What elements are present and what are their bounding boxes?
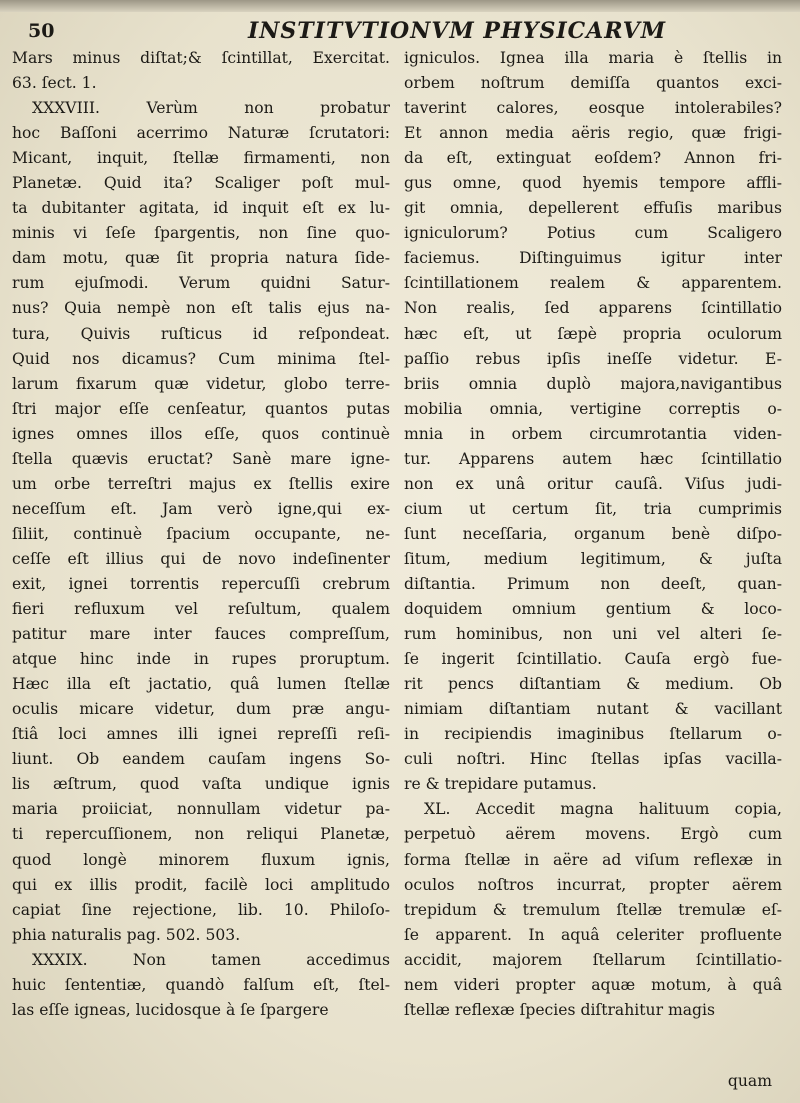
- text-line: maria proiiciat, nonnullam videtur pa-: [12, 800, 390, 819]
- text-line: minis vi ſeſe ſpargentis, non ſine quo-: [12, 224, 390, 243]
- text-line: XL. Accedit magna halituum copia,: [424, 800, 782, 819]
- text-line: larum fixarum quæ videtur, globo terre-: [12, 374, 390, 393]
- text-line: ta dubitanter agitata, id inquit eſt ex lu-: [12, 199, 390, 218]
- text-line: faciemus. Diſtinguimus igitur inter: [404, 249, 782, 268]
- text-line: in recipiendis imaginibus ſtellarum o-: [404, 725, 782, 744]
- text-line: atque hinc inde in rupes proruptum.: [12, 650, 390, 669]
- text-line: igniculorum? Potius cum Scaligero: [404, 224, 782, 243]
- text-line: nimiam diſtantiam nutant & vacillant: [404, 700, 782, 719]
- text-line: quod longè minorem fluxum ignis,: [12, 850, 390, 869]
- text-line: hoc Baſſoni acerrimo Naturæ ſcrutatori:: [12, 124, 390, 143]
- text-line: 63. ſect. 1.: [12, 74, 97, 93]
- text-line: liunt. Ob eandem cauſam ingens So-: [12, 750, 390, 769]
- text-line: oculos noſtros incurrat, propter aërem: [404, 875, 782, 894]
- text-line: ſitum, medium legitimum, & juſta: [404, 549, 782, 568]
- left-text-column: [12, 46, 390, 1023]
- text-line: qui ex illis prodit, facilè loci amplitudo: [12, 875, 390, 894]
- text-line: Non realis, ſed apparens ſcintillatio: [404, 299, 782, 318]
- text-line: capiat ſine rejectione, lib. 10. Philoſo-: [12, 900, 390, 919]
- text-line: ſtella quævis eructat? Sanè mare igne-: [12, 449, 390, 468]
- text-line: mnia in orbem circumrotantia viden-: [404, 424, 782, 443]
- text-line: Et annon media aëris regio, quæ frigi-: [404, 124, 782, 143]
- text-line: Planetæ. Quid ita? Scaliger poſt mul-: [12, 174, 390, 193]
- text-line: tur. Apparens autem hæc ſcintillatio: [404, 449, 782, 468]
- text-line: briis omnia duplò majora,navigantibus: [404, 374, 782, 393]
- text-line: ſtiâ loci amnes illi ignei repreſſi reſi-: [12, 725, 390, 744]
- text-line: las eſſe igneas, lucidosque à ſe ſpargere: [12, 1000, 329, 1019]
- text-line: paſſio rebus ipſis ineſſe videtur. E-: [404, 349, 782, 368]
- text-line: ſtri major eſſe cenſeatur, quantos putas: [12, 399, 390, 418]
- text-line: non ex unâ oritur cauſâ. Viſus judi-: [404, 474, 782, 493]
- text-line: ſunt neceſſaria, organum benè diſpo-: [404, 524, 782, 543]
- text-line: oculis micare videtur, dum præ angu-: [12, 700, 390, 719]
- text-line: ſcintillationem realem & apparentem.: [404, 274, 782, 293]
- right-text-column: [404, 46, 782, 1023]
- text-line: um orbe terreſtri majus ex ſtellis exire: [12, 474, 390, 493]
- text-line: Hæc illa eſt jactatio, quâ lumen ſtellæ: [12, 675, 390, 694]
- text-line: trepidum & tremulum ſtellæ tremulæ eſ-: [404, 900, 782, 919]
- page-header: [20, 14, 784, 44]
- text-line: nem videri propter aquæ motum, à quâ: [404, 975, 782, 994]
- text-line: perpetuò aërem movens. Ergò cum: [404, 825, 782, 844]
- text-line: ſe apparent. In aquâ celeriter profluente: [404, 925, 782, 944]
- text-line: Mars minus diſtat;& ſcintillat, Exercitat.: [12, 49, 390, 67]
- text-line: Micant, inquit, ſtellæ firmamenti, non: [12, 149, 390, 168]
- text-line: fieri refluxum vel reſultum, qualem: [12, 600, 390, 619]
- text-line: phia naturalis pag. 502. 503.: [12, 925, 241, 944]
- text-line: taverint calores, eosque intolerabiles?: [404, 99, 782, 118]
- text-line: mobilia omnia, vertigine correptis o-: [404, 399, 782, 418]
- text-line: huic ſententiæ, quandò falſum eſt, ſtel-: [12, 975, 390, 994]
- text-line: nus? Quia nempè non eſt talis ejus na-: [12, 299, 390, 318]
- text-line: orbem noſtrum demiſſa quantos exci-: [404, 74, 782, 93]
- text-line: ſiliit, continuè ſpacium occupante, ne-: [12, 524, 390, 543]
- text-line: diſtantia. Primum non deeſt, quan-: [404, 574, 782, 593]
- text-line: rum ejuſmodi. Verum quidni Satur-: [12, 274, 390, 293]
- text-line: XXXIX. Non tamen accedimus: [32, 950, 390, 969]
- text-line: XXXVIII. Verùm non probatur: [32, 99, 390, 118]
- text-line: igniculos. Ignea illa maria è ſtellis in: [404, 49, 782, 67]
- text-line: lis æſtrum, quod vaſta undique ignis: [12, 775, 390, 794]
- text-line: exit, ignei torrentis repercuſſi crebrum: [12, 574, 390, 593]
- text-line: ignes omnes illos eſſe, quos continuè: [12, 424, 390, 443]
- text-line: da eſt, extinguat eoſdem? Annon fri-: [404, 149, 782, 168]
- text-line: ſtellæ reflexæ ſpecies diſtrahitur magis: [404, 1000, 716, 1019]
- text-line: gus omne, quod hyemis tempore affli-: [404, 174, 782, 193]
- text-line: Quid nos dicamus? Cum minima ſtel-: [12, 349, 390, 368]
- running-title: INSTITVTIONVM PHYSICARVM: [248, 18, 667, 44]
- text-line: ti repercuſſionem, non reliqui Planetæ,: [12, 825, 390, 844]
- text-line: ceſſe eſt illius qui de novo indeſinenter: [12, 549, 390, 568]
- text-line: cium ut certum ſit, tria cumprimis: [404, 499, 782, 518]
- text-line: ſe ingerit ſcintillatio. Cauſa ergò fue-: [404, 650, 782, 669]
- text-line: patitur mare inter fauces compreſſum,: [12, 625, 390, 644]
- text-line: forma ſtellæ in aëre ad viſum reflexæ in: [404, 850, 782, 869]
- catchword: quam: [727, 1072, 772, 1090]
- page-number: 50: [28, 20, 55, 42]
- text-line: dam motu, quæ ſit propria natura ſide-: [12, 249, 390, 268]
- text-line: culi noſtri. Hinc ſtellas ipſas vacilla-: [404, 750, 782, 769]
- text-line: doquidem omnium gentium & loco-: [404, 600, 782, 619]
- text-line: neceſſum eſt. Jam verò igne,qui ex-: [12, 499, 390, 518]
- text-line: rit pencs diſtantiam & medium. Ob: [404, 675, 782, 694]
- text-line: git omnia, depellerent effuſis maribus: [404, 199, 782, 218]
- text-line: re & trepidare putamus.: [404, 775, 597, 794]
- text-line: rum hominibus, non uni vel alteri ſe-: [404, 625, 782, 644]
- text-line: tura, Quivis ruſticus id reſpondeat.: [12, 324, 390, 343]
- text-line: accidit, majorem ſtellarum ſcintillatio-: [404, 950, 782, 969]
- text-line: hæc eſt, ut ſæpè propria oculorum: [404, 324, 782, 343]
